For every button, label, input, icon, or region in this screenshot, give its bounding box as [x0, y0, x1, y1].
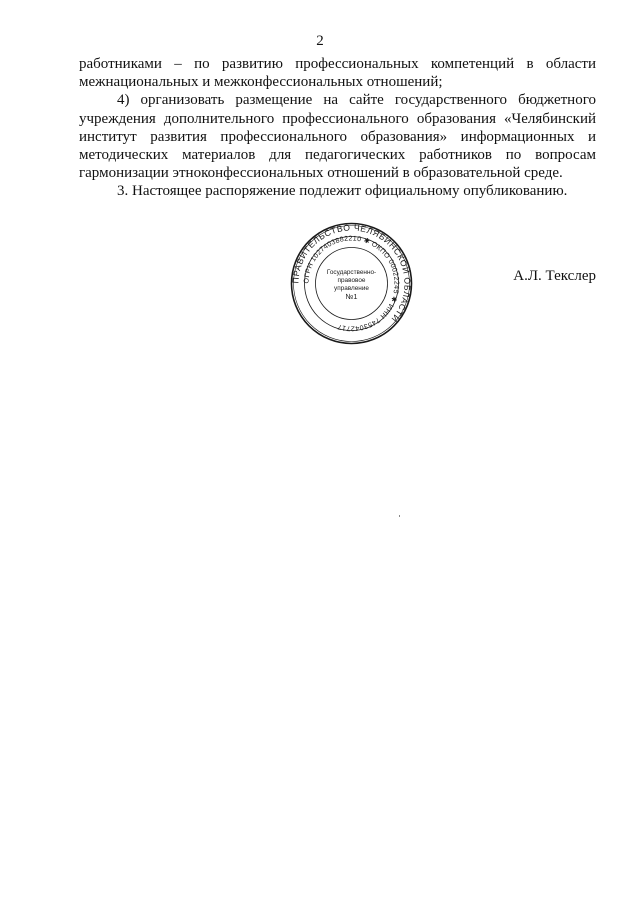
seal-inner-text: ОГРН 1027403882210 ✱ ОКПО 00022245 ✱ ИНН 7453042717 — [303, 235, 400, 332]
seal-outer-text: ПРАВИТЕЛЬСТВО ЧЕЛЯБИНСКОЙ ОБЛАСТИ — [290, 222, 413, 325]
list-item-4: 4) организовать размещение на сайте государственного бюджетного учреждения дополнительного профессионального образования «Челябинский институт развития профессионального образования» информационных и методических материалов для педагогических работников по вопросам гармонизации этноконфессиональных отношений в образовательной среде. — [79, 92, 596, 182]
document-body — [79, 55, 596, 201]
seal-center-line-4: №1 — [345, 292, 358, 301]
list-item-3: 3. Настоящее распоряжение подлежит официальному опубликованию. — [117, 183, 568, 200]
scan-speck — [399, 515, 400, 517]
signatory-name: А.Л. Текслер — [513, 268, 596, 284]
page-number: 2 — [316, 33, 324, 49]
paragraph-continuation: работниками – по развитию профессиональных компетенций в области межнациональных и межконфессиональных отношений; — [79, 56, 596, 91]
seal-center-line-1: Государственно- — [326, 269, 377, 276]
official-seal — [289, 221, 414, 346]
seal-center-line-3: управление — [334, 285, 369, 292]
seal-center-line-2: правовое — [337, 277, 366, 284]
